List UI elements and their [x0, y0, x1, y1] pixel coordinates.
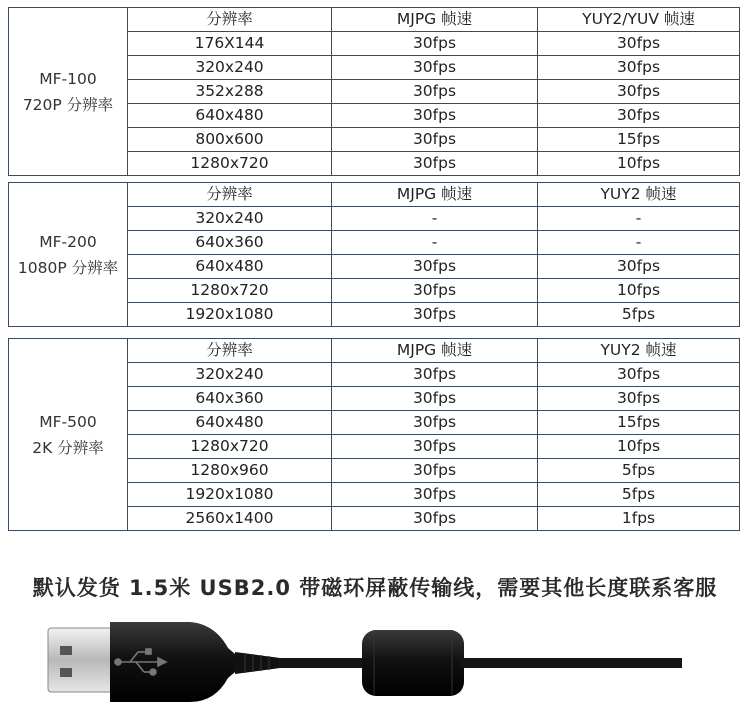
cell-yuy2: 5fps — [538, 483, 740, 507]
cell-mjpg: 30fps — [332, 255, 538, 279]
cell-mjpg: 30fps — [332, 363, 538, 387]
cable-wire — [278, 658, 368, 668]
model-cell — [9, 339, 128, 531]
cell-mjpg: 30fps — [332, 435, 538, 459]
strain-relief — [235, 652, 280, 674]
cell-yuy2: 10fps — [538, 435, 740, 459]
cell-yuy2: 1fps — [538, 507, 740, 531]
model-cell — [9, 183, 128, 327]
cell-resolution: 352x288 — [128, 80, 332, 104]
cell-resolution: 640x360 — [128, 387, 332, 411]
cell-resolution: 1920x1080 — [128, 483, 332, 507]
cell-yuy2: 5fps — [538, 303, 740, 327]
cell-resolution: 320x240 — [128, 56, 332, 80]
shipping-caption: 默认发货 1.5米 USB2.0 带磁环屏蔽传输线，需要其他长度联系客服 — [32, 576, 718, 600]
cell-yuy2: 30fps — [538, 32, 740, 56]
cell-yuy2: 30fps — [538, 387, 740, 411]
cell-mjpg: 30fps — [332, 80, 538, 104]
usb-cable-illustration — [40, 618, 690, 714]
cell-resolution: 640x480 — [128, 411, 332, 435]
model-name: MF-500 — [39, 412, 97, 431]
header-yuy2: YUY2 帧速 — [538, 183, 740, 207]
cell-mjpg: 30fps — [332, 104, 538, 128]
model-resolution-label: 2K 分辨率 — [32, 438, 104, 457]
cell-mjpg: 30fps — [332, 483, 538, 507]
header-yuy2: YUY2/YUV 帧速 — [538, 8, 740, 32]
cell-yuy2: - — [538, 231, 740, 255]
table-header-row — [9, 183, 740, 207]
cell-resolution: 1920x1080 — [128, 303, 332, 327]
cell-mjpg: 30fps — [332, 411, 538, 435]
cell-yuy2: 30fps — [538, 56, 740, 80]
cell-yuy2: 30fps — [538, 80, 740, 104]
spec-table-mf-200 — [8, 182, 740, 327]
header-yuy2: YUY2 帧速 — [538, 339, 740, 363]
cell-mjpg: 30fps — [332, 128, 538, 152]
spec-table-mf-500 — [8, 338, 740, 531]
cell-yuy2: 15fps — [538, 411, 740, 435]
cell-resolution: 2560x1400 — [128, 507, 332, 531]
cell-yuy2: 30fps — [538, 255, 740, 279]
cell-mjpg: 30fps — [332, 56, 538, 80]
cell-resolution: 1280x720 — [128, 279, 332, 303]
cell-resolution: 320x240 — [128, 207, 332, 231]
cell-yuy2: - — [538, 207, 740, 231]
cell-yuy2: 15fps — [538, 128, 740, 152]
cell-mjpg: 30fps — [332, 32, 538, 56]
cell-mjpg: 30fps — [332, 303, 538, 327]
model-resolution-label: 720P 分辨率 — [22, 95, 114, 114]
cell-yuy2: 30fps — [538, 104, 740, 128]
spec-table-mf-100 — [8, 7, 740, 176]
cell-mjpg: 30fps — [332, 387, 538, 411]
cell-resolution: 640x480 — [128, 255, 332, 279]
cell-resolution: 640x480 — [128, 104, 332, 128]
cell-resolution: 1280x720 — [128, 435, 332, 459]
usb-plug-hole — [60, 668, 72, 677]
cell-mjpg: 30fps — [332, 152, 538, 176]
cell-resolution: 640x360 — [128, 231, 332, 255]
cell-yuy2: 10fps — [538, 279, 740, 303]
model-name: MF-200 — [39, 232, 97, 251]
table-header-row — [9, 339, 740, 363]
cell-resolution: 320x240 — [128, 363, 332, 387]
cell-resolution: 176X144 — [128, 32, 332, 56]
header-mjpg: MJPG 帧速 — [332, 183, 538, 207]
usb-plug-shell — [48, 628, 114, 692]
cell-resolution: 1280x960 — [128, 459, 332, 483]
header-mjpg: MJPG 帧速 — [332, 8, 538, 32]
cell-mjpg: - — [332, 207, 538, 231]
cell-resolution: 800x600 — [128, 128, 332, 152]
cell-yuy2: 30fps — [538, 363, 740, 387]
cell-mjpg: - — [332, 231, 538, 255]
model-name: MF-100 — [39, 69, 97, 88]
cell-mjpg: 30fps — [332, 459, 538, 483]
ferrite-core — [362, 630, 464, 696]
cell-mjpg: 30fps — [332, 507, 538, 531]
header-mjpg: MJPG 帧速 — [332, 339, 538, 363]
model-cell — [9, 8, 128, 176]
cell-resolution: 1280x720 — [128, 152, 332, 176]
cell-mjpg: 30fps — [332, 279, 538, 303]
cell-yuy2: 10fps — [538, 152, 740, 176]
header-resolution: 分辨率 — [128, 8, 332, 32]
header-resolution: 分辨率 — [128, 183, 332, 207]
table-header-row — [9, 8, 740, 32]
usb-plug-hole — [60, 646, 72, 655]
cell-yuy2: 5fps — [538, 459, 740, 483]
header-resolution: 分辨率 — [128, 339, 332, 363]
model-resolution-label: 1080P 分辨率 — [17, 258, 119, 277]
cable-wire — [460, 658, 682, 668]
